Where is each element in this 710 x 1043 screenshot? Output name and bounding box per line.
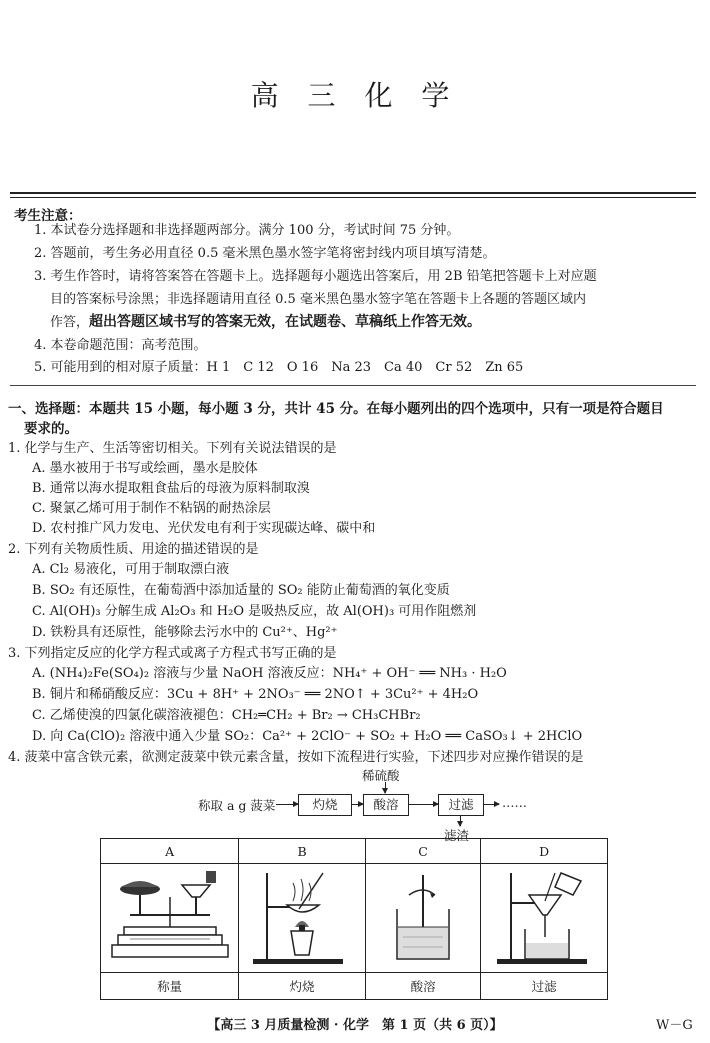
q3-option-c: C. 乙烯使溴的四氯化碳溶液褪色：CH₂═CH₂ + Br₂ → CH₃CHBr₂ [32, 708, 421, 723]
notice-item-3: 3. 考生作答时，请将答案答在答题卡上。选择题每小题选出答案后，用 2B 铅笔把答题卡上对应题 [34, 269, 597, 284]
option-c-figure [365, 864, 480, 973]
footer-code: W－G [656, 1018, 693, 1033]
notice-item-2: 2. 答题前，考生务必用直径 0.5 毫米黑色墨水签字笔将密封线内项目填写清楚。 [34, 246, 496, 261]
option-d-letter: D [481, 839, 608, 864]
q1-option-d: D. 农村推广风力发电、光伏发电有利于实现碳达峰、碳中和 [32, 521, 376, 536]
q3-option-b: B. 铜片和稀硝酸反应：3Cu + 8H⁺ + 2NO₃⁻ ══ 2NO↑ + 3Cu²⁺ + 4H₂O [32, 687, 479, 702]
q4-options-table [100, 838, 608, 1000]
q1-option-a: A. 墨水被用于书写或绘画，墨水是胶体 [32, 461, 258, 476]
flow-arrow-4 [483, 804, 499, 805]
burning-apparatus-icon [247, 867, 357, 967]
q2-stem: 2. 下列有关物质性质、用途的描述错误的是 [8, 542, 259, 557]
notice-item-5: 5. 可能用到的相对原子质量：H 1 C 12 O 16 Na 23 Ca 40 Cr 52 Zn 65 [34, 360, 524, 375]
q1-option-c: C. 聚氯乙烯可用于制作不粘锅的耐热涂层 [32, 501, 271, 516]
notice-warning: 超出答题区域书写的答案无效，在试题卷、草稿纸上作答无效。 [89, 314, 482, 330]
flow-arrow-1 [276, 804, 298, 805]
notice-item-3-cont: 目的答案标号涂黑；非选择题请用直径 0.5 毫米黑色墨水签字笔在答题卡上各题的答题区域内 [50, 292, 586, 307]
q3-stem: 3. 下列指定反应的化学方程式或离子方程式书写正确的是 [8, 646, 337, 661]
notice-heading: 考生注意： [14, 208, 82, 224]
flow-reagent-label: 稀硫酸 [362, 768, 400, 783]
q2-option-a: A. Cl₂ 易液化，可用于制取漂白液 [32, 562, 230, 577]
option-d-caption: 过滤 [481, 973, 608, 1000]
beaker-stir-icon [373, 867, 473, 967]
filtration-icon [489, 867, 599, 967]
flow-box-burn: 灼烧 [298, 794, 352, 816]
option-a-figure [101, 864, 239, 973]
option-c-caption: 酸溶 [365, 973, 480, 1000]
page-footer: 【高三 3 月质量检测 · 化学 第 1 页（共 6 页）】 [207, 1018, 503, 1033]
flow-arrow-2 [351, 804, 363, 805]
section-rule [10, 385, 696, 386]
header-rule-thin [10, 197, 696, 198]
option-a-caption: 称量 [101, 973, 239, 1000]
section-heading: 一、选择题：本题共 15 小题，每小题 3 分，共计 45 分。在每小题列出的四个选项中，只有一项是符合题目 [8, 401, 664, 417]
flow-box-filter: 过滤 [438, 794, 484, 816]
flow-residue-arrow [460, 816, 461, 826]
q2-option-d: D. 铁粉具有还原性，能够除去污水中的 Cu²⁺、Hg²⁺ [32, 625, 338, 640]
option-c-letter: C [365, 839, 480, 864]
option-b-letter: B [239, 839, 366, 864]
flow-start-label: 称取 a g 菠菜 [198, 798, 276, 813]
option-d-figure [481, 864, 608, 973]
q4-stem: 4. 菠菜中富含铁元素，欲测定菠菜中铁元素含量，按如下流程进行实验，下述四步对应操作错误的是 [8, 750, 584, 765]
q3-option-d: D. 向 Ca(ClO)₂ 溶液中通入少量 SO₂：Ca²⁺ + 2ClO⁻ + SO₂ + H₂O ══ CaSO₃↓ + 2HClO [32, 729, 583, 744]
option-a-letter: A [101, 839, 239, 864]
page-title: 高 三 化 学 [250, 79, 460, 112]
header-rule-thick [10, 192, 696, 194]
notice-item-3-cont2 [50, 313, 481, 332]
q1-stem: 1. 化学与生产、生活等密切相关。下列有关说法错误的是 [8, 441, 337, 456]
flow-reagent-arrow [385, 782, 386, 793]
flow-tail: …… [502, 795, 527, 810]
flow-box-dissolve: 酸溶 [363, 794, 409, 816]
balance-icon [110, 867, 230, 967]
option-b-caption: 灼烧 [239, 973, 366, 1000]
section-heading-cont: 要求的。 [24, 421, 78, 437]
q1-option-b: B. 通常以海水提取粗食盐后的母液为原料制取溴 [32, 481, 310, 496]
option-b-figure [239, 864, 366, 973]
q2-option-b: B. SO₂ 有还原性，在葡萄酒中添加适量的 SO₂ 能防止葡萄酒的氧化变质 [32, 583, 450, 598]
notice-item-1: 1. 本试卷分选择题和非选择题两部分。满分 100 分，考试时间 75 分钟。 [34, 223, 460, 238]
notice-item-4: 4. 本卷命题范围：高考范围。 [34, 338, 207, 353]
q2-option-c: C. Al(OH)₃ 分解生成 Al₂O₃ 和 H₂O 是吸热反应，故 Al(OH)₃ 可用作阻燃剂 [32, 604, 477, 619]
flow-arrow-3 [408, 804, 438, 805]
notice-item-3-prefix: 作答， [50, 315, 90, 330]
flow-residue-label: 滤渣 [444, 828, 470, 843]
q3-option-a: A. (NH₄)₂Fe(SO₄)₂ 溶液与少量 NaOH 溶液反应：NH₄⁺ + OH⁻ ══ NH₃ · H₂O [32, 666, 507, 681]
